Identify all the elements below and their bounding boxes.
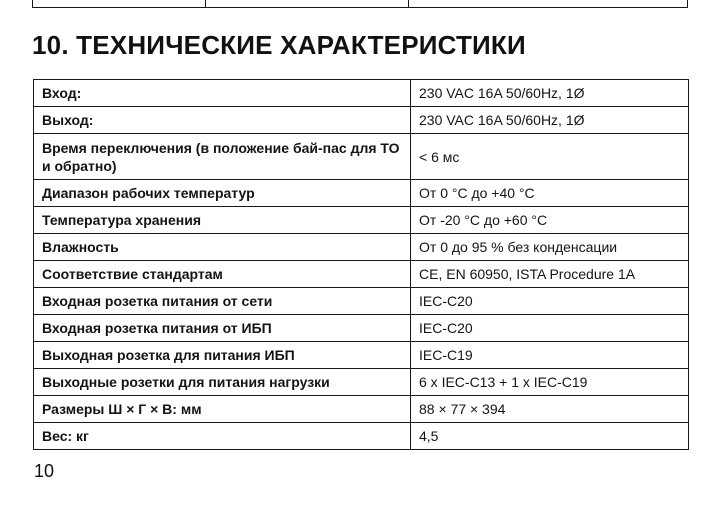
table-row	[34, 261, 689, 288]
spec-value: < 6 мс	[411, 134, 689, 180]
spec-param: Вход:	[34, 80, 411, 107]
table-row	[34, 180, 689, 207]
table-divider	[408, 0, 409, 7]
previous-table-fragment	[32, 0, 688, 8]
table-row	[34, 288, 689, 315]
spec-value: IEC-C20	[411, 288, 689, 315]
spec-value: IEC-C20	[411, 315, 689, 342]
spec-value: 6 x IEC-C13 + 1 x IEC-C19	[411, 369, 689, 396]
table-row	[34, 315, 689, 342]
table-row	[34, 234, 689, 261]
spec-value: 230 VAC 16A 50/60Hz, 1Ø	[411, 80, 689, 107]
spec-param: Выходные розетки для питания нагрузки	[34, 369, 411, 396]
spec-value: От -20 °C до +60 °C	[411, 207, 689, 234]
spec-value: 230 VAC 16A 50/60Hz, 1Ø	[411, 107, 689, 134]
spec-value: CE, EN 60950, ISTA Procedure 1A	[411, 261, 689, 288]
table-row	[34, 80, 689, 107]
table-row	[34, 369, 689, 396]
spec-param: Температура хранения	[34, 207, 411, 234]
spec-param: Вес: кг	[34, 423, 411, 450]
spec-value: От 0 °C до +40 °C	[411, 180, 689, 207]
spec-value: 88 × 77 × 394	[411, 396, 689, 423]
spec-param: Размеры Ш × Г × В: мм	[34, 396, 411, 423]
spec-value: 4,5	[411, 423, 689, 450]
table-row	[34, 134, 689, 180]
spec-param: Выход:	[34, 107, 411, 134]
table-row	[34, 207, 689, 234]
spec-param: Входная розетка питания от ИБП	[34, 315, 411, 342]
table-row	[34, 107, 689, 134]
section-title: 10. ТЕХНИЧЕСКИЕ ХАРАКТЕРИСТИКИ	[32, 30, 526, 60]
spec-value: От 0 до 95 % без конденсации	[411, 234, 689, 261]
specifications-table	[33, 79, 689, 450]
table-row	[34, 423, 689, 450]
table-row	[34, 342, 689, 369]
spec-param: Соответствие стандартам	[34, 261, 411, 288]
spec-param: Влажность	[34, 234, 411, 261]
table-divider	[205, 0, 206, 7]
spec-param: Входная розетка питания от сети	[34, 288, 411, 315]
spec-param: Диапазон рабочих температур	[34, 180, 411, 207]
page-number: 10	[34, 461, 55, 481]
spec-param: Выходная розетка для питания ИБП	[34, 342, 411, 369]
spec-value: IEC-C19	[411, 342, 689, 369]
spec-param: Время переключения (в положение бай-пас для ТО и обратно)	[34, 134, 411, 180]
table-row	[34, 396, 689, 423]
